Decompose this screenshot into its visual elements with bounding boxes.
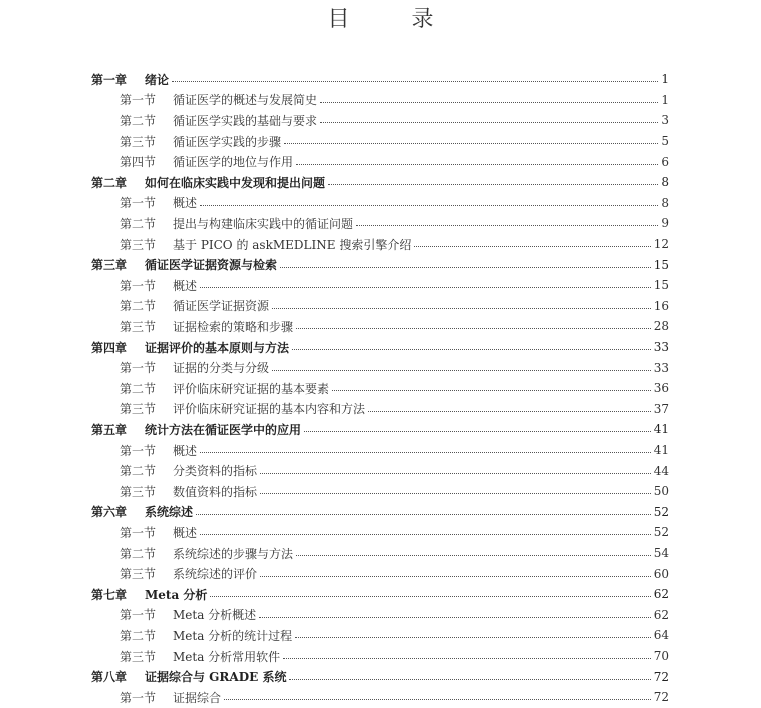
dot-leader (328, 183, 658, 185)
dot-leader (172, 80, 658, 82)
toc-entry-number: 第三节 (120, 134, 157, 149)
toc-entry-number: 第一节 (120, 525, 157, 540)
toc-entry-number: 第三节 (120, 649, 157, 664)
toc-entry-title: 证据评价的基本原则与方法 (145, 340, 290, 355)
toc-chapter-entry[interactable] (91, 584, 669, 605)
toc-entry-title: 循证医学证据资源与检索 (145, 258, 278, 273)
dot-leader (414, 245, 650, 247)
toc-entry-number: 第五章 (91, 422, 128, 437)
toc-entry-number: 第三节 (120, 567, 157, 582)
toc-entry-number: 第一节 (120, 196, 157, 211)
toc-section-entry[interactable] (120, 357, 669, 378)
dot-leader (304, 430, 651, 432)
dot-leader (260, 492, 651, 494)
dot-leader (289, 678, 650, 680)
toc-page-number: 41 (653, 443, 669, 458)
toc-chapter-entry[interactable] (91, 172, 669, 193)
dot-leader (200, 451, 651, 453)
toc-entry-number: 第二节 (120, 628, 157, 643)
toc-entry-number: 第四节 (120, 155, 157, 170)
toc-section-entry[interactable] (120, 131, 669, 152)
toc-section-entry[interactable] (120, 543, 669, 564)
toc-page-number: 64 (653, 628, 669, 643)
toc-page-number: 8 (661, 175, 669, 190)
toc-entry-title: 证据综合与 GRADE 系统 (145, 670, 287, 685)
toc-entry-title: 概述 (173, 278, 198, 293)
title-char-2: 录 (411, 7, 434, 32)
toc-page-number: 54 (653, 546, 669, 561)
toc-page-number: 9 (661, 216, 669, 231)
toc-entry-number: 第一章 (91, 72, 128, 87)
toc-section-entry[interactable] (120, 481, 669, 502)
toc-section-entry[interactable] (120, 275, 669, 296)
dot-leader (272, 307, 651, 309)
toc-entry-title: 基于 PICO 的 askMEDLINE 搜索引擎介绍 (173, 237, 412, 252)
toc-page-number: 50 (653, 484, 669, 499)
toc-entry-title: 系统综述 (145, 505, 194, 520)
dot-leader (320, 121, 658, 123)
toc-section-entry[interactable] (120, 378, 669, 399)
dot-leader (272, 369, 651, 371)
toc-section-entry[interactable] (120, 193, 669, 214)
dot-leader (224, 698, 651, 700)
toc-chapter-entry[interactable] (91, 254, 669, 275)
dot-leader (260, 575, 651, 577)
toc-entry-number: 第一节 (120, 443, 157, 458)
toc-entry-number: 第八章 (91, 670, 128, 685)
toc-section-entry[interactable] (120, 440, 669, 461)
dot-leader (368, 410, 651, 412)
dot-leader (283, 657, 651, 659)
toc-entry-title: 分类资料的指标 (173, 464, 258, 479)
toc-entry-number: 第二节 (120, 299, 157, 314)
toc-section-entry[interactable] (120, 213, 669, 234)
toc-entry-title: 证据的分类与分级 (173, 361, 270, 376)
toc-page-number: 72 (653, 690, 669, 705)
toc-entry-title: 系统综述的步骤与方法 (173, 546, 294, 561)
toc-section-entry[interactable] (120, 646, 669, 667)
toc-section-entry[interactable] (120, 296, 669, 317)
dot-leader (259, 616, 651, 618)
toc-page-number: 41 (653, 422, 669, 437)
toc-section-entry[interactable] (120, 399, 669, 420)
toc-entry-number: 第二章 (91, 175, 128, 190)
toc-page-number: 52 (653, 504, 669, 519)
toc-entry-title: 系统综述的评价 (173, 567, 258, 582)
toc-entry-title: 评价临床研究证据的基本内容和方法 (173, 402, 366, 417)
toc-page-number: 12 (653, 237, 669, 252)
page-title (0, 4, 761, 36)
toc-entry-title: 循证医学证据资源 (173, 299, 270, 314)
toc-entry-number: 第三节 (120, 484, 157, 499)
dot-leader (296, 554, 651, 556)
toc-section-entry[interactable] (120, 605, 669, 626)
toc-section-entry[interactable] (120, 522, 669, 543)
toc-section-entry[interactable] (120, 90, 669, 111)
toc-entry-title: 数值资料的指标 (173, 484, 258, 499)
toc-section-entry[interactable] (120, 234, 669, 255)
toc-section-entry[interactable] (120, 687, 669, 708)
toc-entry-number: 第二节 (120, 546, 157, 561)
toc-chapter-entry[interactable] (91, 419, 669, 440)
toc-chapter-entry[interactable] (91, 666, 669, 687)
toc-entry-number: 第一节 (120, 690, 157, 705)
toc-entry-title: Meta 分析的统计过程 (173, 628, 293, 643)
dot-leader (296, 327, 651, 329)
toc-entry-number: 第二节 (120, 381, 157, 396)
toc-entry-number: 第二节 (120, 464, 157, 479)
toc-chapter-entry[interactable] (91, 502, 669, 523)
toc-page-number: 44 (653, 463, 669, 478)
toc-page-number: 3 (661, 113, 669, 128)
toc-entry-number: 第七章 (91, 587, 128, 602)
toc-page-number: 36 (653, 381, 669, 396)
toc-page-number: 33 (653, 360, 669, 375)
toc-entry-title: 提出与构建临床实践中的循证问题 (173, 216, 354, 231)
toc-section-entry[interactable] (120, 110, 669, 131)
toc-entry-number: 第一节 (120, 608, 157, 623)
toc-entry-title: 概述 (173, 196, 198, 211)
toc-entry-title: 循证医学的地位与作用 (173, 155, 294, 170)
toc-entry-number: 第六章 (91, 505, 128, 520)
dot-leader (200, 286, 651, 288)
toc-entry-title: 证据综合 (173, 690, 222, 705)
toc-page-number: 70 (653, 649, 669, 664)
toc-page-number: 52 (653, 525, 669, 540)
toc-entry-number: 第一节 (120, 93, 157, 108)
dot-leader (320, 101, 658, 103)
toc-entry-title: Meta 分析 (145, 587, 208, 602)
toc-entry-title: 概述 (173, 525, 198, 540)
toc-entry-number: 第二节 (120, 216, 157, 231)
dot-leader (332, 389, 651, 391)
toc-entry-title: Meta 分析常用软件 (173, 649, 281, 664)
toc-entry-title: 统计方法在循证医学中的应用 (145, 422, 302, 437)
toc-page-number: 6 (661, 154, 669, 169)
toc-chapter-entry[interactable] (91, 337, 669, 358)
toc-entry-number: 第三节 (120, 319, 157, 334)
toc-entry-title: 概述 (173, 443, 198, 458)
toc-page-number: 60 (653, 566, 669, 581)
toc-entry-number: 第二节 (120, 113, 157, 128)
toc-page-number: 62 (653, 607, 669, 622)
toc-entry-title: 如何在临床实践中发现和提出问题 (145, 175, 326, 190)
toc-entry-number: 第三节 (120, 237, 157, 252)
toc-section-entry[interactable] (120, 151, 669, 172)
toc-entry-title: 循证医学实践的步骤 (173, 134, 282, 149)
dot-leader (196, 513, 651, 515)
toc-entry-title: Meta 分析概述 (173, 608, 257, 623)
toc-page-number: 72 (653, 669, 669, 684)
toc-entry-number: 第一节 (120, 361, 157, 376)
toc-section-entry[interactable] (120, 316, 669, 337)
toc-entry-title: 评价临床研究证据的基本要素 (173, 381, 330, 396)
toc-section-entry[interactable] (120, 625, 669, 646)
dot-leader (284, 142, 658, 144)
toc-entry-number: 第三章 (91, 258, 128, 273)
toc-page-number: 1 (661, 92, 669, 107)
dot-leader (200, 533, 651, 535)
toc-entry-number: 第一节 (120, 278, 157, 293)
toc-entry-title: 循证医学实践的基础与要求 (173, 113, 318, 128)
toc-entry-title: 循证医学的概述与发展简史 (173, 93, 318, 108)
dot-leader (280, 266, 651, 268)
toc-section-entry[interactable] (120, 460, 669, 481)
toc-page-number: 5 (661, 134, 669, 149)
toc-page-number: 37 (653, 401, 669, 416)
dot-leader (296, 163, 658, 165)
toc-chapter-entry[interactable] (91, 69, 669, 90)
toc-entry-title: 证据检索的策略和步骤 (173, 319, 294, 334)
dot-leader (295, 636, 651, 638)
toc-page-number: 1 (661, 72, 669, 87)
dot-leader (356, 224, 658, 226)
toc-page-number: 8 (661, 195, 669, 210)
toc-entry-title: 绪论 (145, 72, 170, 87)
toc-section-entry[interactable] (120, 563, 669, 584)
toc-page-number: 28 (653, 319, 669, 334)
toc-page-number: 33 (653, 340, 669, 355)
dot-leader (200, 204, 658, 206)
dot-leader (292, 348, 651, 350)
dot-leader (210, 595, 650, 597)
dot-leader (260, 472, 651, 474)
toc-page-number: 16 (653, 298, 669, 313)
toc-page-number: 62 (653, 587, 669, 602)
title-char-1: 目 (327, 7, 350, 32)
toc-entry-number: 第四章 (91, 340, 128, 355)
toc-page-number: 15 (653, 257, 669, 272)
toc-page-number: 15 (653, 278, 669, 293)
toc-entry-number: 第三节 (120, 402, 157, 417)
